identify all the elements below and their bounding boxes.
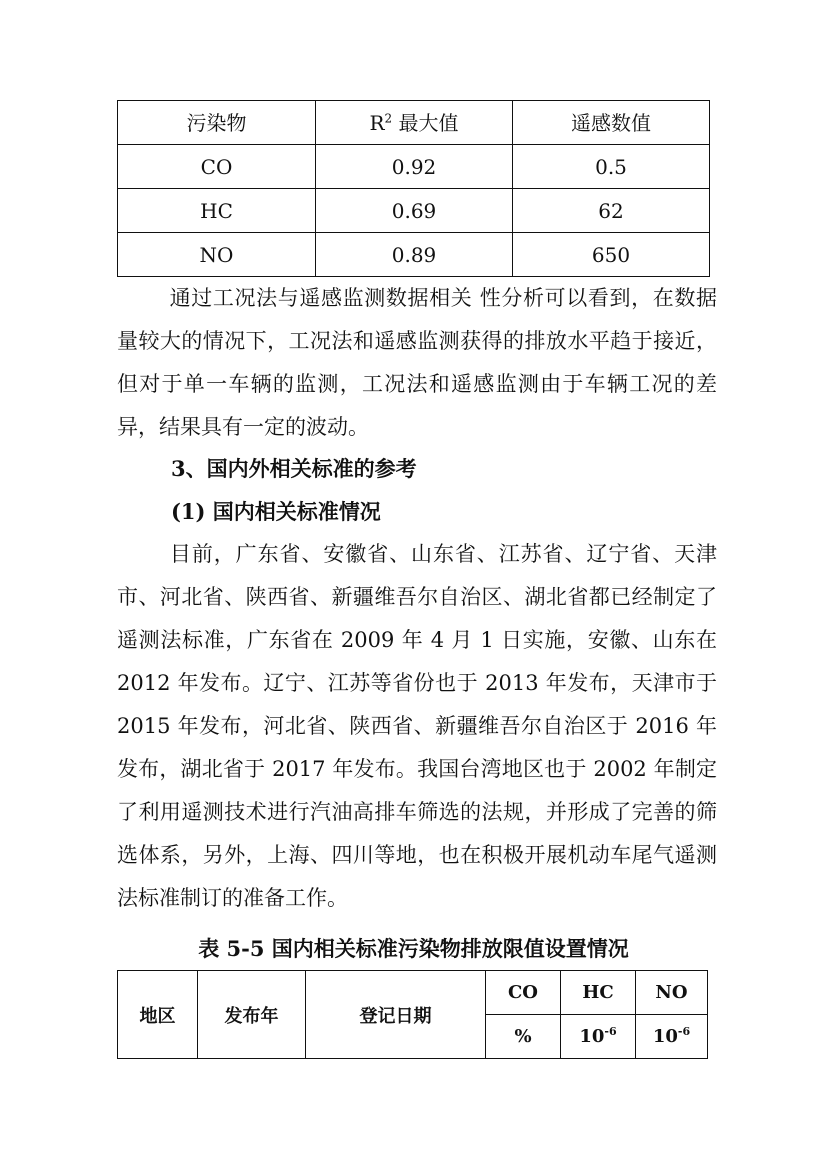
table-header-row bbox=[118, 101, 710, 145]
pollutant-r2-table bbox=[117, 100, 710, 277]
header-r2-rest: 最大值 bbox=[392, 110, 459, 135]
table-caption: 表 5-5 国内相关标准污染物排放限值设置情况 bbox=[198, 936, 629, 961]
header-hc: HC bbox=[561, 971, 636, 1015]
unit-hc bbox=[561, 1015, 636, 1059]
emission-limits-table bbox=[117, 970, 708, 1059]
header-r2-base: R bbox=[369, 110, 385, 135]
cell-pollutant: HC bbox=[118, 189, 316, 233]
unit-hc-base: 10 bbox=[579, 1026, 605, 1047]
cell-r2-max: 0.92 bbox=[316, 145, 513, 189]
paragraph-standards bbox=[117, 533, 717, 920]
table-header-row bbox=[118, 971, 708, 1015]
section-heading: 3、国内外相关标准的参考 bbox=[171, 456, 417, 481]
cell-remote: 62 bbox=[513, 189, 710, 233]
header-no: NO bbox=[636, 971, 708, 1015]
unit-no-exp: -6 bbox=[677, 1025, 691, 1038]
unit-co: % bbox=[486, 1015, 561, 1059]
header-r2-max bbox=[316, 101, 513, 145]
header-r2-sup: 2 bbox=[384, 110, 393, 125]
cell-r2-max: 0.89 bbox=[316, 233, 513, 277]
subsection-heading: (1) 国内相关标准情况 bbox=[171, 499, 381, 524]
cell-r2-max: 0.69 bbox=[316, 189, 513, 233]
header-date: 登记日期 bbox=[306, 971, 486, 1059]
paragraph-analysis-text: 通过工况法与遥感监测数据相关 性分析可以看到，在数据量较大的情况下，工况法和遥感监测获得的排放水平趋于接近，但对于单一车辆的监测，工况法和遥感监测由于车辆工况的差异，结果具有一定的波动。 bbox=[117, 286, 717, 439]
header-pollutant: 污染物 bbox=[118, 101, 316, 145]
table-row bbox=[118, 189, 710, 233]
table-row bbox=[118, 145, 710, 189]
cell-pollutant: NO bbox=[118, 233, 316, 277]
table-row bbox=[118, 233, 710, 277]
header-region: 地区 bbox=[118, 971, 198, 1059]
unit-hc-exp: -6 bbox=[604, 1025, 617, 1038]
cell-remote: 0.5 bbox=[513, 145, 710, 189]
header-year: 发布年 bbox=[198, 971, 306, 1059]
unit-no bbox=[636, 1015, 708, 1059]
paragraph-analysis bbox=[117, 277, 717, 449]
unit-no-base: 10 bbox=[652, 1026, 678, 1047]
cell-remote: 650 bbox=[513, 233, 710, 277]
header-co: CO bbox=[486, 971, 561, 1015]
header-remote-value: 遥感数值 bbox=[513, 101, 710, 145]
cell-pollutant: CO bbox=[118, 145, 316, 189]
paragraph-standards-text: 目前，广东省、安徽省、山东省、江苏省、辽宁省、天津市、河北省、陕西省、新疆维吾尔自治区、湖北省都已经制定了遥测法标准，广东省在 2009 年 4 月 1 日实施，安徽、山东在 2012 年发布。辽宁、江苏等省份也于 2013 年发布，天津市于 2015 年发布，河北省、陕西省、新疆维吾尔自治区于 2016 年发布，湖北省于 2017 年发布。我国台湾地区也于 2002 年制定了利用遥测技术进行汽油高排车筛选的法规，并形成了完善的筛选体系，另外，上海、四川等地，也在积极开展机动车尾气遥测法标准制订的准备工作。 bbox=[117, 542, 717, 910]
